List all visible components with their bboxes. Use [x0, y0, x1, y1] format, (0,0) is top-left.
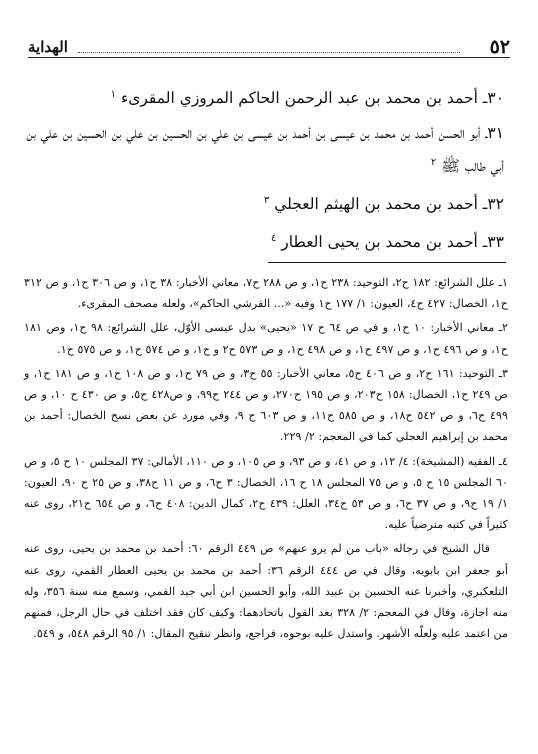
footnote-marker: ٢: [430, 157, 437, 169]
entry-text: ٣٢ـ أحمد بن محمد بن الهيثم العجلي: [274, 195, 504, 214]
footnote-marker: ١: [110, 89, 117, 100]
entry-text: ٣٣ـ أحمد بن محمد بن يحيى العطار: [281, 233, 504, 252]
footnotes: [24, 272, 508, 644]
narrator-entry: [26, 224, 504, 257]
footnote: ٢ـ معاني الأخبار: ١٠ ح١، و في ص ٦٤ ح ١٧ «يحيى» بدل عيسى الأوّل، علل الشرائع: ٩٨ ح١، وص ١٨١ ح١، و ص ٤٩٦ ح١، و ص ٤٩٧ ح١، و ص ٤٩٨ ح١، و ص ٥٧٣ ح٢ و ح١، و ص ٥٧٤ ح١، و ص ٥٧٥ ح١.: [24, 321, 509, 356]
footnote: ٤ـ الفقيه (المشيخة): ٤/ ١٢، و ص ٤١، و ص ٩٣، و ص ١٠٥، و ص ١١٠، الأمالي: ٣٧ المجلس ١٠ ح ٥، و ص ٦٠ المجلس ١٥ ح ٥، و ص ٧٥ المجلس ١٨ ح ١٦، الخصال: ٣ ح٦، و ص ١١ ح٣٨، و ص ٢٥ ح ٩٠، العيون: ١/ ١٩ ح٩، و ص ٣٧ ح٦، و ص ٥٣ ح٣٤، العلل: ٤٣٩ ح٢، كمال الدين: ٤٠٨ ح٦، و ص ٦٥٤ ح٢١، روى عنه كثيراً في كتبه مترضياً عليه.: [24, 454, 509, 532]
narrator-list: [26, 80, 504, 263]
footnote-marker: ٣: [263, 195, 270, 207]
footnote-continuation: قال الشيخ في رجاله «باب من لم يرو عنهم» ص ٤٤٩ الرقم ٦٠: أحمد بن محمد بن يحيى، روى عنه أبو جعفر ابن بابويه، وقال في ص ٤٤٤ الرقم ٣٦: أحمد بن محمد بن يحيى العطار القمي، روى عنه التلعكبري، وأخبرنا عنه الحسين بن عبيد الله، وأبو الحسين ابن أبي جيد القمي، وسمع منه سنة ٣٥٦، وله منه اجازة، وقال في المعجم: ٢/ ٣٢٨ بعد القول باتحادهما: وكيف كان فقد اختلف في حال الرجل، فمنهم من اعتمد عليه ولعلّه الأشهر. واستدل عليه بوجوه، فراجع، وانظر تنقيح المقال: ١/ ٩٥ الرقم ٥٤٨، و ٥٤٩.: [24, 542, 509, 641]
running-title: الهداية: [28, 38, 68, 56]
narrator-entry: [26, 118, 504, 181]
header-rule: [28, 57, 510, 58]
page-number: ٥٢: [489, 36, 510, 58]
entry-text: ٣٠ـ أحمد بن محمد بن عبد الرحمن الحاكم المروزي المقرىء: [120, 89, 504, 108]
footnote-separator: [268, 262, 506, 263]
narrator-entry: [26, 80, 504, 113]
entry-text: ٣١ـ أبو الحسن أحمد بن محمد بن عيسى بن أحمد بن عيسى بن علي بن الحسين بن علي بن الحسين بن علي بن أبي طالب ﷺ: [26, 124, 504, 176]
page-header: [28, 35, 510, 59]
header-dotted-leader: [78, 52, 460, 53]
footnote: ١ـ علل الشرائع: ١٨٢ ح٢، التوحيد: ٢٣٨ ح١، و ص ٢٨٨ ح٧، معاني الأخبار: ٣٨ ح١، و ص ٣٠٦ ح١، و ص ٣١٢ ح١، الخصال: ٤٢٧ ح٤، العيون: ١/ ١٧٧ ح١ وفيه «... القرشي الحاكم»، ولعله مصحف المقرىء.: [24, 276, 508, 311]
footnote: ٣ـ التوحيد: ١٦١ ح٢، و ص ٤٠٦ ح٥، معاني الأخبار: ٥٥ ح٣، و ص ٧٩ ح١، و ص ١٠٨ ح١، و ص ١٨١ ح١، و ص ٢٤٩ ح١، الخصال: ١٥٨ ح٢٠٣، و ص ١٩٥ ح٢٧٠، و ص ٢٤٤ ح٩٩، و ص٤٢٨ ح٥، و ص ٤٣٠ ح ١٠، و ص ٤٩٩ ح٦، و ص ٥٤٢ ح١٨، و ص ٥٨٥ ح١١، و ص ٦٠٣ ح ٩، وفي مورد عن بعض نسخ الخصال: أحمد بن محمد بن إبراهيم العجلي كما في المعجم: ٢/ ٢٢٩.: [24, 366, 509, 444]
narrator-entry: [26, 186, 504, 219]
footnote-marker: ٤: [270, 233, 277, 245]
